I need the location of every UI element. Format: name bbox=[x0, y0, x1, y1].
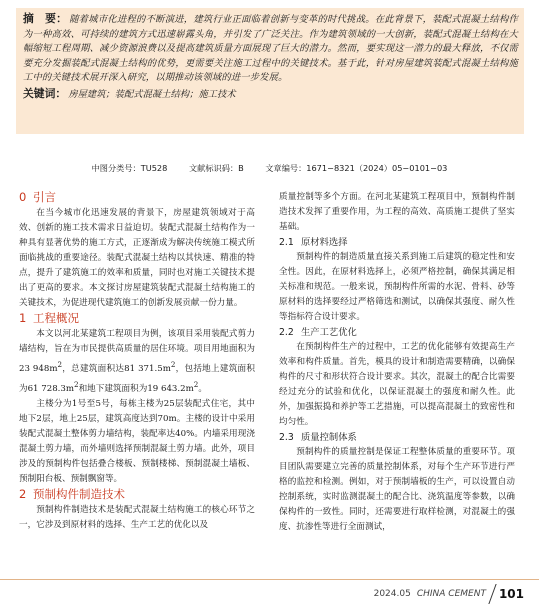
keywords-line bbox=[23, 87, 518, 103]
journal-name: CHINA CEMENT bbox=[416, 589, 486, 599]
subsection-title: 原材料选择 bbox=[301, 237, 348, 248]
abstract-box bbox=[16, 8, 524, 134]
subsection-heading-quality-control bbox=[279, 430, 515, 445]
section-heading-project-overview bbox=[19, 311, 255, 326]
abstract-text: 随着城市化进程的不断演进，建筑行业正面临着创新与变革的时代挑战。在此背景下，装配式混凝土结构作为一种高效、可持续的建筑方式迅速崭露头角，并引发了广泛关注。作为建筑领域的一大创新，装配式混凝土结构在大幅缩短工程周期、减少资源浪费以及提高建筑质量方面展现了巨大的潜力。然而，要实现这一潜力的最大释放，不仅需要充分发掘装配式混凝土结构的优势，更需要关注施工过程中的关键技术。基于此，针对房屋建筑装配式混凝土结构施工中的关键技术展开深入研究，以期推动该领域的进一步发展。 bbox=[23, 14, 518, 84]
section-number: 1 bbox=[19, 311, 27, 325]
section-title: 引言 bbox=[33, 190, 56, 204]
subsection-title: 质量控制体系 bbox=[301, 432, 357, 443]
quality-control-paragraph: 预制构件的质量控制是保证工程整体质量的重要环节。项目团队需要建立完善的质量控制体系，对每个生产环节进行严格的监控和检测。例如，对于预制墙板的生产，可以设置自动控制系统，实时监测混凝土的配合比、浇筑温度等参数，以确保构件的一致性。同时，还需要进行取样检测，对混凝土的强度、抗渗性等进行全面测试， bbox=[279, 447, 515, 532]
page-number: 101 bbox=[498, 587, 524, 601]
superscript: 2 bbox=[170, 360, 176, 369]
keywords-label: 关键词： bbox=[23, 86, 67, 100]
keywords-text: 房屋建筑；装配式混凝土结构；施工技术 bbox=[68, 88, 236, 100]
right-column bbox=[279, 190, 515, 535]
clc-number: 中图分类号：TU528 bbox=[91, 163, 168, 173]
abstract-paragraph bbox=[23, 12, 518, 86]
document-code: 文献标识码：B bbox=[188, 163, 244, 173]
raw-materials-paragraph: 预制构件的制造质量直接关系到施工后建筑的稳定性和安全性。因此，在原材料选择上，必须严格控制，确保其满足相关标准和规范。一般来说，预制构件所需的水泥、骨料、砂等原材料的选择要经过严格筛选和测试，以确保其强度、耐久性等指标符合设计要求。 bbox=[279, 252, 515, 322]
text-run: ，包括地上建筑面积为61 728.3m bbox=[19, 363, 255, 394]
subsection-number: 2.1 bbox=[279, 237, 294, 248]
superscript: 2 bbox=[74, 379, 79, 389]
section-title: 预制构件制造技术 bbox=[33, 486, 125, 501]
prefab-manufacturing-paragraph: 预制构件制造技术是装配式混凝土结构施工的核心环节之一，它涉及到原材料的选择、生产工艺的优化以及 bbox=[19, 504, 255, 530]
continued-paragraph: 质量控制等多个方面。在河北某建筑工程项目中，预制构件制造技术发挥了重要作用，为工程的高效、高质施工提供了坚实基础。 bbox=[279, 192, 515, 232]
issue-date: 2024.05 bbox=[373, 589, 411, 599]
section-number: 0 bbox=[19, 190, 27, 204]
page-footer bbox=[374, 583, 524, 605]
introduction-paragraph: 在当今城市化迅速发展的背景下，房屋建筑领域对于高效、创新的施工技术需求日益迫切。装配式混凝土结构作为一种具有显著优势的施工方式，正逐渐成为解决传统施工模式所面临挑战的重要途径。装配式混凝土结构以其快速、精准的特点，提升了建筑施工的效率和质量，同时也对施工关键技术提出了更高的要求。本文探讨房屋建筑装配式混凝土结构施工的关键技术，为促进现代建筑施工的创新发展贡献一份力量。 bbox=[19, 208, 255, 308]
section-heading-prefab-manufacturing bbox=[19, 487, 255, 502]
subsection-heading-process-optimization bbox=[279, 325, 515, 340]
project-overview-paragraph-1 bbox=[19, 327, 255, 397]
section-number: 2 bbox=[19, 486, 27, 501]
subsection-title: 生产工艺优化 bbox=[301, 327, 357, 338]
superscript: 2 bbox=[57, 360, 63, 369]
subsection-number: 2.2 bbox=[279, 327, 294, 338]
section-heading-introduction bbox=[19, 190, 255, 205]
classification-line bbox=[0, 163, 539, 174]
footer-slash-divider bbox=[488, 584, 496, 604]
section-title: 工程概况 bbox=[33, 311, 79, 325]
left-column bbox=[19, 190, 255, 533]
subsection-number: 2.3 bbox=[279, 432, 294, 443]
text-run: 和地下建筑面积为19 643.2m bbox=[78, 383, 194, 394]
text-run: ，总建筑面积达81 371.5m bbox=[62, 363, 171, 374]
footer-rule bbox=[0, 579, 539, 580]
text-run: 本文以河北某建筑工程项目为例，该项目采用装配式剪力墙结构，旨在为市民提供高质量的居住环境。项目用地面积为23 948m bbox=[19, 329, 255, 374]
article-number: 文章编号：1671−8321（2024）05−0101−03 bbox=[265, 163, 448, 173]
subsection-heading-raw-materials bbox=[279, 235, 515, 250]
project-overview-paragraph-2: 主楼分为1号至5号，每栋主楼为25层装配式住宅，其中地下2层，地上25层，建筑高度达到70m。主楼的设计中采用装配式混凝土整体剪力墙结构，装配率达40%。内墙采用现浇混凝土剪力墙，而外墙则选择预制混凝土剪力墙。此外，项目涉及的预制构件包括叠合楼板、预制楼梯、预制混凝土墙板、预制阳台板、预制飘窗等。 bbox=[19, 398, 255, 484]
text-run: 。 bbox=[198, 383, 207, 394]
superscript: 2 bbox=[193, 379, 199, 389]
process-optimization-paragraph: 在预制构件生产的过程中，工艺的优化能够有效提高生产效率和构件质量。首先，模具的设计和制造需要精确，以确保构件的尺寸和形状符合设计要求。其次，混凝土的配合比需要经过充分的试验和优化，以保证混凝土的强度和耐久性。此外，加强振捣和养护等工艺措施，可以提高混凝土的致密性和均匀性。 bbox=[279, 342, 515, 427]
abstract-label: 摘 要： bbox=[23, 12, 68, 25]
